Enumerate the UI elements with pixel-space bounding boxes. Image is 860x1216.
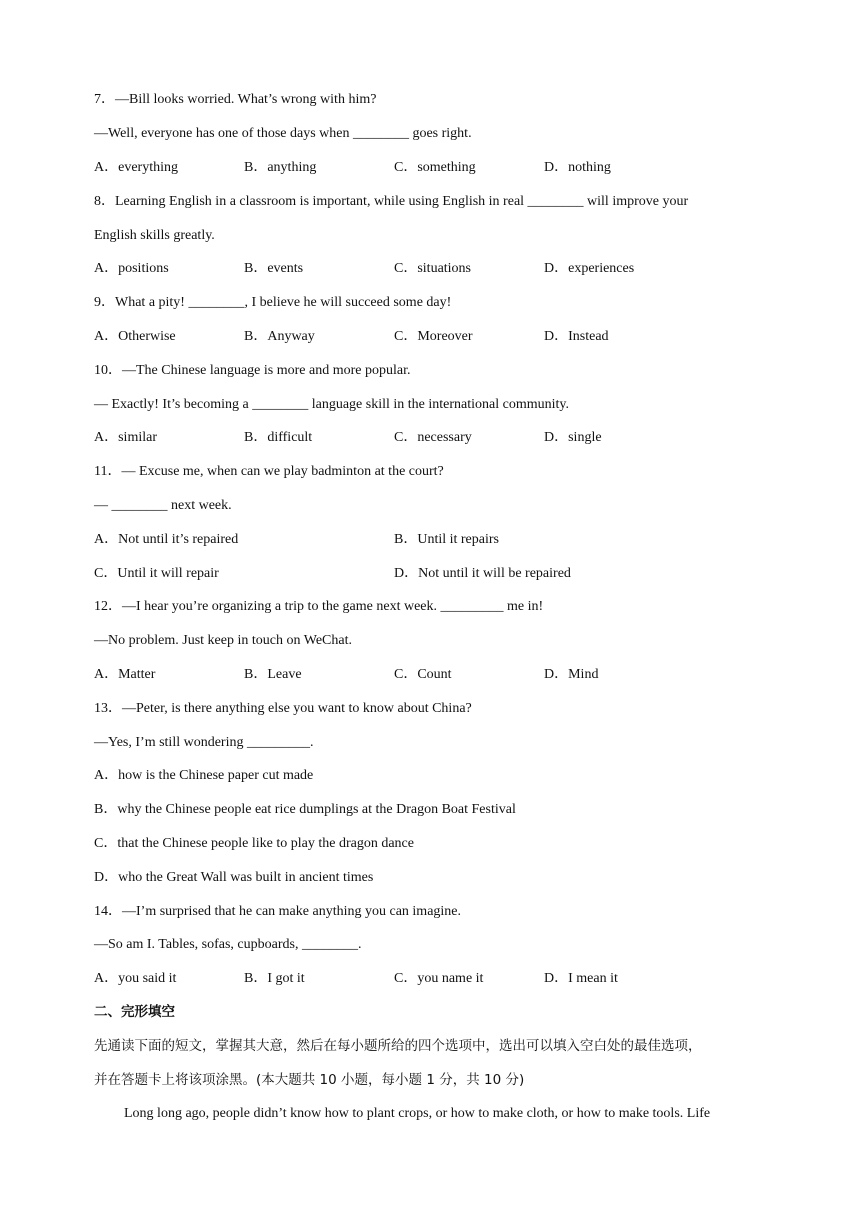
q11-option-d: D．Not until it will be repaired — [394, 566, 571, 581]
q14-reply: —So am I. Tables, sofas, cupboards, ________. — [94, 937, 362, 952]
q7-option-b: B．anything — [244, 160, 317, 175]
q10-stem: 10．—The Chinese language is more and more popular. — [94, 363, 411, 378]
q7-stem: 7．—Bill looks worried. What’s wrong with him? — [94, 92, 377, 107]
q13-option-c: C．that the Chinese people like to play the dragon dance — [94, 836, 414, 851]
q14-options — [0, 968, 860, 990]
q8-option-a: A．positions — [94, 261, 169, 276]
q8-stem-line1: 8．Learning English in a classroom is important, while using English in real ________ will improve your — [94, 194, 689, 209]
section-instructions-line1: 先通读下面的短文，掌握其大意，然后在每小题所给的四个选项中，选出可以填入空白处的最佳选项， — [94, 1038, 702, 1054]
q11-option-a: A．Not until it’s repaired — [94, 532, 239, 547]
q7-reply: —Well, everyone has one of those days when ________ goes right. — [94, 126, 472, 141]
q9-option-b: B．Anyway — [244, 329, 315, 344]
q10-option-b: B．difficult — [244, 430, 313, 445]
q11-option-b: B．Until it repairs — [394, 532, 499, 547]
q14-stem: 14．—I’m surprised that he can make anything you can imagine. — [94, 904, 462, 919]
q8-option-d: D．experiences — [544, 261, 635, 276]
q9-option-c: C．Moreover — [394, 329, 473, 344]
q8-option-b: B．events — [244, 261, 304, 276]
q12-option-a: A．Matter — [94, 667, 156, 682]
q7-option-a: A．everything — [94, 160, 178, 175]
q9-option-a: A．Otherwise — [94, 329, 176, 344]
q13-option-a: A．how is the Chinese paper cut made — [94, 768, 314, 783]
q10-option-a: A．similar — [94, 430, 157, 445]
q12-option-c: C．Count — [394, 667, 452, 682]
q8-option-c: C．situations — [394, 261, 472, 276]
q7-option-d: D．nothing — [544, 160, 611, 175]
q8-options — [0, 258, 860, 280]
q10-option-c: C．necessary — [394, 430, 472, 445]
q12-option-b: B．Leave — [244, 667, 302, 682]
q10-option-d: D．single — [544, 430, 602, 445]
q12-options — [0, 664, 860, 686]
q14-option-b: B．I got it — [244, 971, 305, 986]
q11-reply: — ________ next week. — [94, 498, 232, 513]
q12-stem: 12．—I hear you’re organizing a trip to the game next week. _________ me in! — [94, 599, 544, 614]
passage-first-line: Long long ago, people didn’t know how to plant crops, or how to make cloth, or how to make tools. Life — [124, 1106, 711, 1121]
q11-stem: 11．— Excuse me, when can we play badminton at the court? — [94, 464, 444, 479]
q13-stem: 13．—Peter, is there anything else you want to know about China? — [94, 701, 472, 716]
section-instructions-line2: 并在答题卡上将该项涂黑。(本大题共 10 小题，每小题 1 分，共 10 分) — [94, 1072, 525, 1088]
q8-stem-line2: English skills greatly. — [94, 228, 215, 243]
q9-stem: 9．What a pity! ________, I believe he will succeed some day! — [94, 295, 452, 310]
q11-options-row1 — [0, 529, 860, 551]
q13-option-d: D．who the Great Wall was built in ancient times — [94, 870, 374, 885]
q9-options — [0, 326, 860, 348]
q14-option-d: D．I mean it — [544, 971, 618, 986]
q9-option-d: D．Instead — [544, 329, 609, 344]
q7-option-c: C．something — [394, 160, 476, 175]
q10-reply: — Exactly! It’s becoming a ________ language skill in the international community. — [94, 397, 569, 412]
q13-reply: —Yes, I’m still wondering _________. — [94, 735, 314, 750]
section-title: 二、完形填空 — [94, 1004, 175, 1020]
q12-option-d: D．Mind — [544, 667, 599, 682]
q12-reply: —No problem. Just keep in touch on WeChat. — [94, 633, 352, 648]
q14-option-a: A．you said it — [94, 971, 177, 986]
q10-options — [0, 427, 860, 449]
q14-option-c: C．you name it — [394, 971, 484, 986]
q11-options-row2 — [0, 563, 860, 585]
q13-option-b: B．why the Chinese people eat rice dumplings at the Dragon Boat Festival — [94, 802, 516, 817]
q7-options — [0, 157, 860, 179]
q11-option-c: C．Until it will repair — [94, 566, 219, 581]
